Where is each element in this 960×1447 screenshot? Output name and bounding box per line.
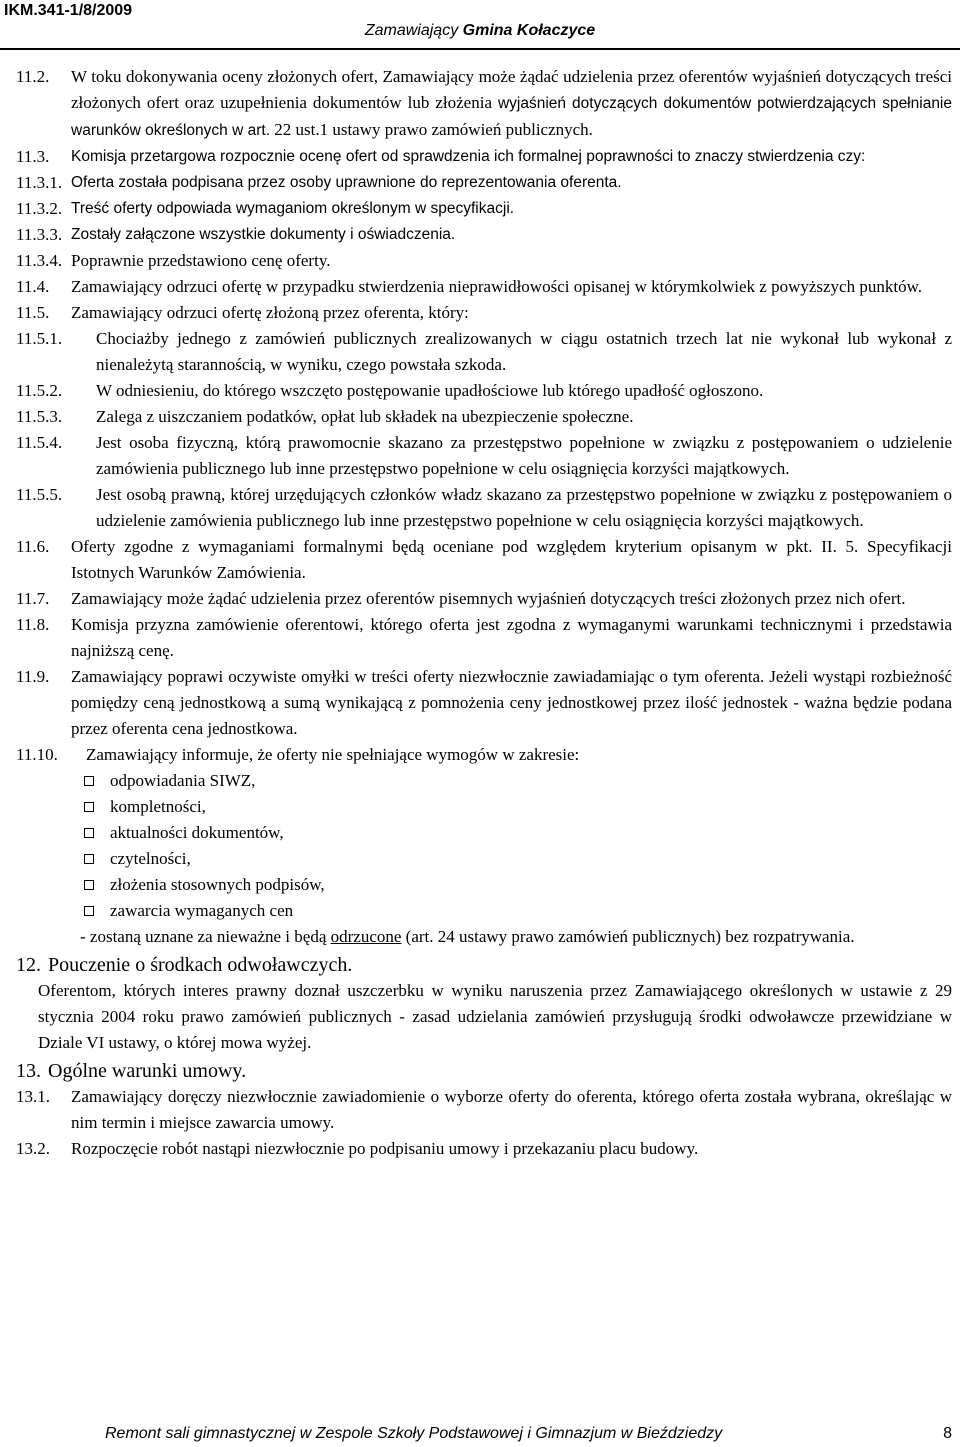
list-item	[16, 1136, 952, 1162]
item-number: 13.1.	[16, 1087, 50, 1106]
list-item	[16, 404, 952, 430]
document-body	[16, 64, 952, 1162]
list-item	[16, 196, 952, 222]
conclusion-underlined: odrzucone	[330, 927, 402, 946]
bullet-text: zawarcia wymaganych cen	[110, 901, 294, 920]
list-item	[16, 664, 952, 742]
list-item	[16, 222, 952, 248]
list-item	[16, 300, 952, 326]
bullet-text: czytelności,	[110, 849, 191, 868]
item-text: W odniesieniu, do którego wszczęto postępowanie upadłościowe lub którego upadłość ogłoszono.	[96, 381, 764, 400]
checkbox-square-icon	[84, 776, 94, 786]
bullet-item	[78, 846, 952, 872]
item-number: 11.3.2.	[16, 199, 63, 218]
item-number: 11.8.	[16, 615, 50, 634]
item-number: 11.3.4.	[16, 251, 63, 270]
item-text: Zalega z uiszczaniem podatków, opłat lub składek na ubezpieczenie społeczne.	[96, 407, 634, 426]
list-item	[16, 248, 952, 274]
bullet-text: złożenia stosownych podpisów,	[110, 875, 325, 894]
list-item	[16, 170, 952, 196]
list-item	[16, 742, 952, 768]
item-text: Komisja przyzna zamówienie oferentowi, którego oferta jest zgodna z wymaganymi warunkami technicznymi i przedstawia najniższą cenę.	[71, 615, 952, 660]
item-text: Poprawnie przedstawiono cenę oferty.	[71, 251, 331, 270]
footer-title: Remont sali gimnastycznej w Zespole Szkoły Podstawowej i Gimnazjum w Bieździedzy	[105, 1425, 723, 1442]
header-divider	[0, 48, 960, 50]
bullets-conclusion	[80, 924, 952, 950]
section-number: 12.	[16, 954, 41, 976]
item-text: Zamawiający może żądać udzielenia przez oferentów pisemnych wyjaśnień dotyczących treści złożonych przez nich ofert.	[71, 589, 906, 608]
list-item	[16, 64, 952, 144]
item-text: Chociażby jednego z zamówień publicznych zrealizowanych w ciągu ostatnich trzech lat nie wykonał lub wykonał z nienależytą starannością, w wyniku, czego powstała szkoda.	[96, 329, 952, 374]
item-text-part: wyjaśnień dotyczących dokumentów potwierdzających spełnianie warunków określonych w art.	[71, 95, 952, 139]
item-number: 11.3.1.	[16, 173, 63, 192]
list-item	[16, 482, 952, 534]
item-number: 11.5.5.	[16, 485, 63, 504]
bullet-item	[78, 768, 952, 794]
item-number: 11.5.2.	[16, 381, 63, 400]
list-item	[16, 378, 952, 404]
header-title	[0, 22, 960, 40]
item-text: Zamawiający odrzuci ofertę złożoną przez oferenta, który:	[71, 303, 469, 322]
item-number: 11.5.4.	[16, 433, 63, 452]
item-text-part: W toku dokonywania oceny złożonych ofert, Zamawiający może żądać udzielenia przez oferentów wyjaśnień dotyczących treści złożonych ofert oraz uzupełnienia dokumentów lub złożenia	[71, 67, 952, 112]
item-text: Treść oferty odpowiada wymaganiom określonym w specyfikacji.	[71, 200, 515, 217]
bullet-text: kompletności,	[110, 797, 206, 816]
checkbox-square-icon	[84, 802, 94, 812]
item-text: Zostały załączone wszystkie dokumenty i oświadczenia.	[71, 226, 456, 243]
list-item	[16, 274, 952, 300]
checkbox-square-icon	[84, 880, 94, 890]
list-item	[16, 326, 952, 378]
item-number: 11.2.	[16, 67, 50, 86]
checkbox-square-icon	[84, 906, 94, 916]
list-item	[16, 586, 952, 612]
section-heading	[16, 1058, 952, 1084]
list-item	[16, 612, 952, 664]
page-number: 8	[943, 1425, 952, 1442]
item-number: 11.4.	[16, 277, 50, 296]
item-text	[71, 64, 952, 144]
section-title: Ogólne warunki umowy.	[48, 1060, 247, 1082]
item-text: Jest osobą prawną, której urzędujących członków władz skazano za przestępstwo popełnione w związku z postępowaniem o udzielenie zamówienia publicznego lub inne przestępstwo popełnione w celu osiągnięcia korzyści majątkowych.	[96, 485, 952, 530]
section-paragraph: Oferentom, których interes prawny doznał uszczerbku w wyniku naruszenia przez Zamawiającego określonych w ustawie z 29 stycznia 2004 roku prawo zamówień publicznych - zasad udzielania zamówień przysługują środki odwoławcze przewidziane w Dziale VI ustawy, o której mowa wyżej.	[38, 981, 952, 1052]
item-text: Zamawiający informuje, że oferty nie spełniające wymogów w zakresie:	[86, 745, 580, 764]
bullet-item	[78, 898, 952, 924]
item-text: Oferta została podpisana przez osoby uprawnione do reprezentowania oferenta.	[71, 174, 622, 191]
conclusion-text: - zostaną uznane za nieważne i będą	[80, 927, 331, 946]
list-item	[16, 534, 952, 586]
section-number: 13.	[16, 1060, 41, 1082]
item-text: Zamawiający poprawi oczywiste omyłki w treści oferty niezwłocznie zawiadamiając o tym oferenta. Jeżeli wystąpi rozbieżność pomiędzy ceną jednostkową a sumą wynikającą z pomnożenia ceny jednostkowej przez ilość jednostek - ważna będzie podana przez oferenta cena jednostkowa.	[71, 667, 952, 738]
header-title-name: Gmina Kołaczyce	[462, 22, 596, 39]
checkbox-square-icon	[84, 828, 94, 838]
bullet-item	[78, 872, 952, 898]
section-heading	[16, 952, 952, 978]
list-item	[16, 430, 952, 482]
item-text: Zamawiający doręczy niezwłocznie zawiadomienie o wyborze oferty do oferenta, którego oferta została wybrana, określając w nim termin i miejsce zawarcia umowy.	[71, 1087, 952, 1132]
item-text: Oferty zgodne z wymaganiami formalnymi będą oceniane pod względem kryterium opisanym w pkt. II. 5. Specyfikacji Istotnych Warunków Zamówienia.	[71, 537, 952, 582]
item-number: 11.6.	[16, 537, 50, 556]
bullet-list	[78, 768, 952, 924]
item-number: 11.7.	[16, 589, 50, 608]
bullet-text: odpowiadania SIWZ,	[110, 771, 256, 790]
item-text: Komisja przetargowa rozpocznie ocenę ofert od sprawdzenia ich formalnej poprawności to znaczy stwierdzenia czy:	[71, 148, 866, 165]
item-number: 11.9.	[16, 667, 50, 686]
item-number: 11.10.	[16, 745, 58, 764]
section-title: Pouczenie o środkach odwoławczych.	[48, 954, 353, 976]
bullet-item	[78, 820, 952, 846]
header-title-prefix: Zamawiający	[364, 22, 459, 39]
item-number: 11.5.1.	[16, 329, 63, 348]
item-number: 11.3.	[16, 147, 50, 166]
document-reference: IKM.341-1/8/2009	[4, 2, 133, 19]
item-text: Zamawiający odrzuci ofertę w przypadku stwierdzenia nieprawidłowości opisanej w którymkolwiek z powyższych punktów.	[71, 277, 922, 296]
item-text: Jest osoba fizyczną, którą prawomocnie skazano za przestępstwo popełnione w związku z postępowaniem o udzielenie zamówienia publicznego lub inne przestępstwo popełnione w celu osiągnięcia korzyści majątkowych.	[96, 433, 952, 478]
item-number: 11.3.3.	[16, 225, 63, 244]
item-text: Rozpoczęcie robót nastąpi niezwłocznie po podpisaniu umowy i przekazaniu placu budowy.	[71, 1139, 699, 1158]
bullet-item	[78, 794, 952, 820]
conclusion-text: (art. 24 ustawy prawo zamówień publicznych) bez rozpatrywania.	[401, 927, 855, 946]
list-item	[16, 144, 952, 170]
list-item	[16, 1084, 952, 1136]
item-text-part: 22 ust.1 ustawy prawo zamówień publicznych.	[274, 120, 593, 139]
item-number: 13.2.	[16, 1139, 50, 1158]
bullet-text: aktualności dokumentów,	[110, 823, 284, 842]
item-number: 11.5.	[16, 303, 50, 322]
item-number: 11.5.3.	[16, 407, 63, 426]
checkbox-square-icon	[84, 854, 94, 864]
